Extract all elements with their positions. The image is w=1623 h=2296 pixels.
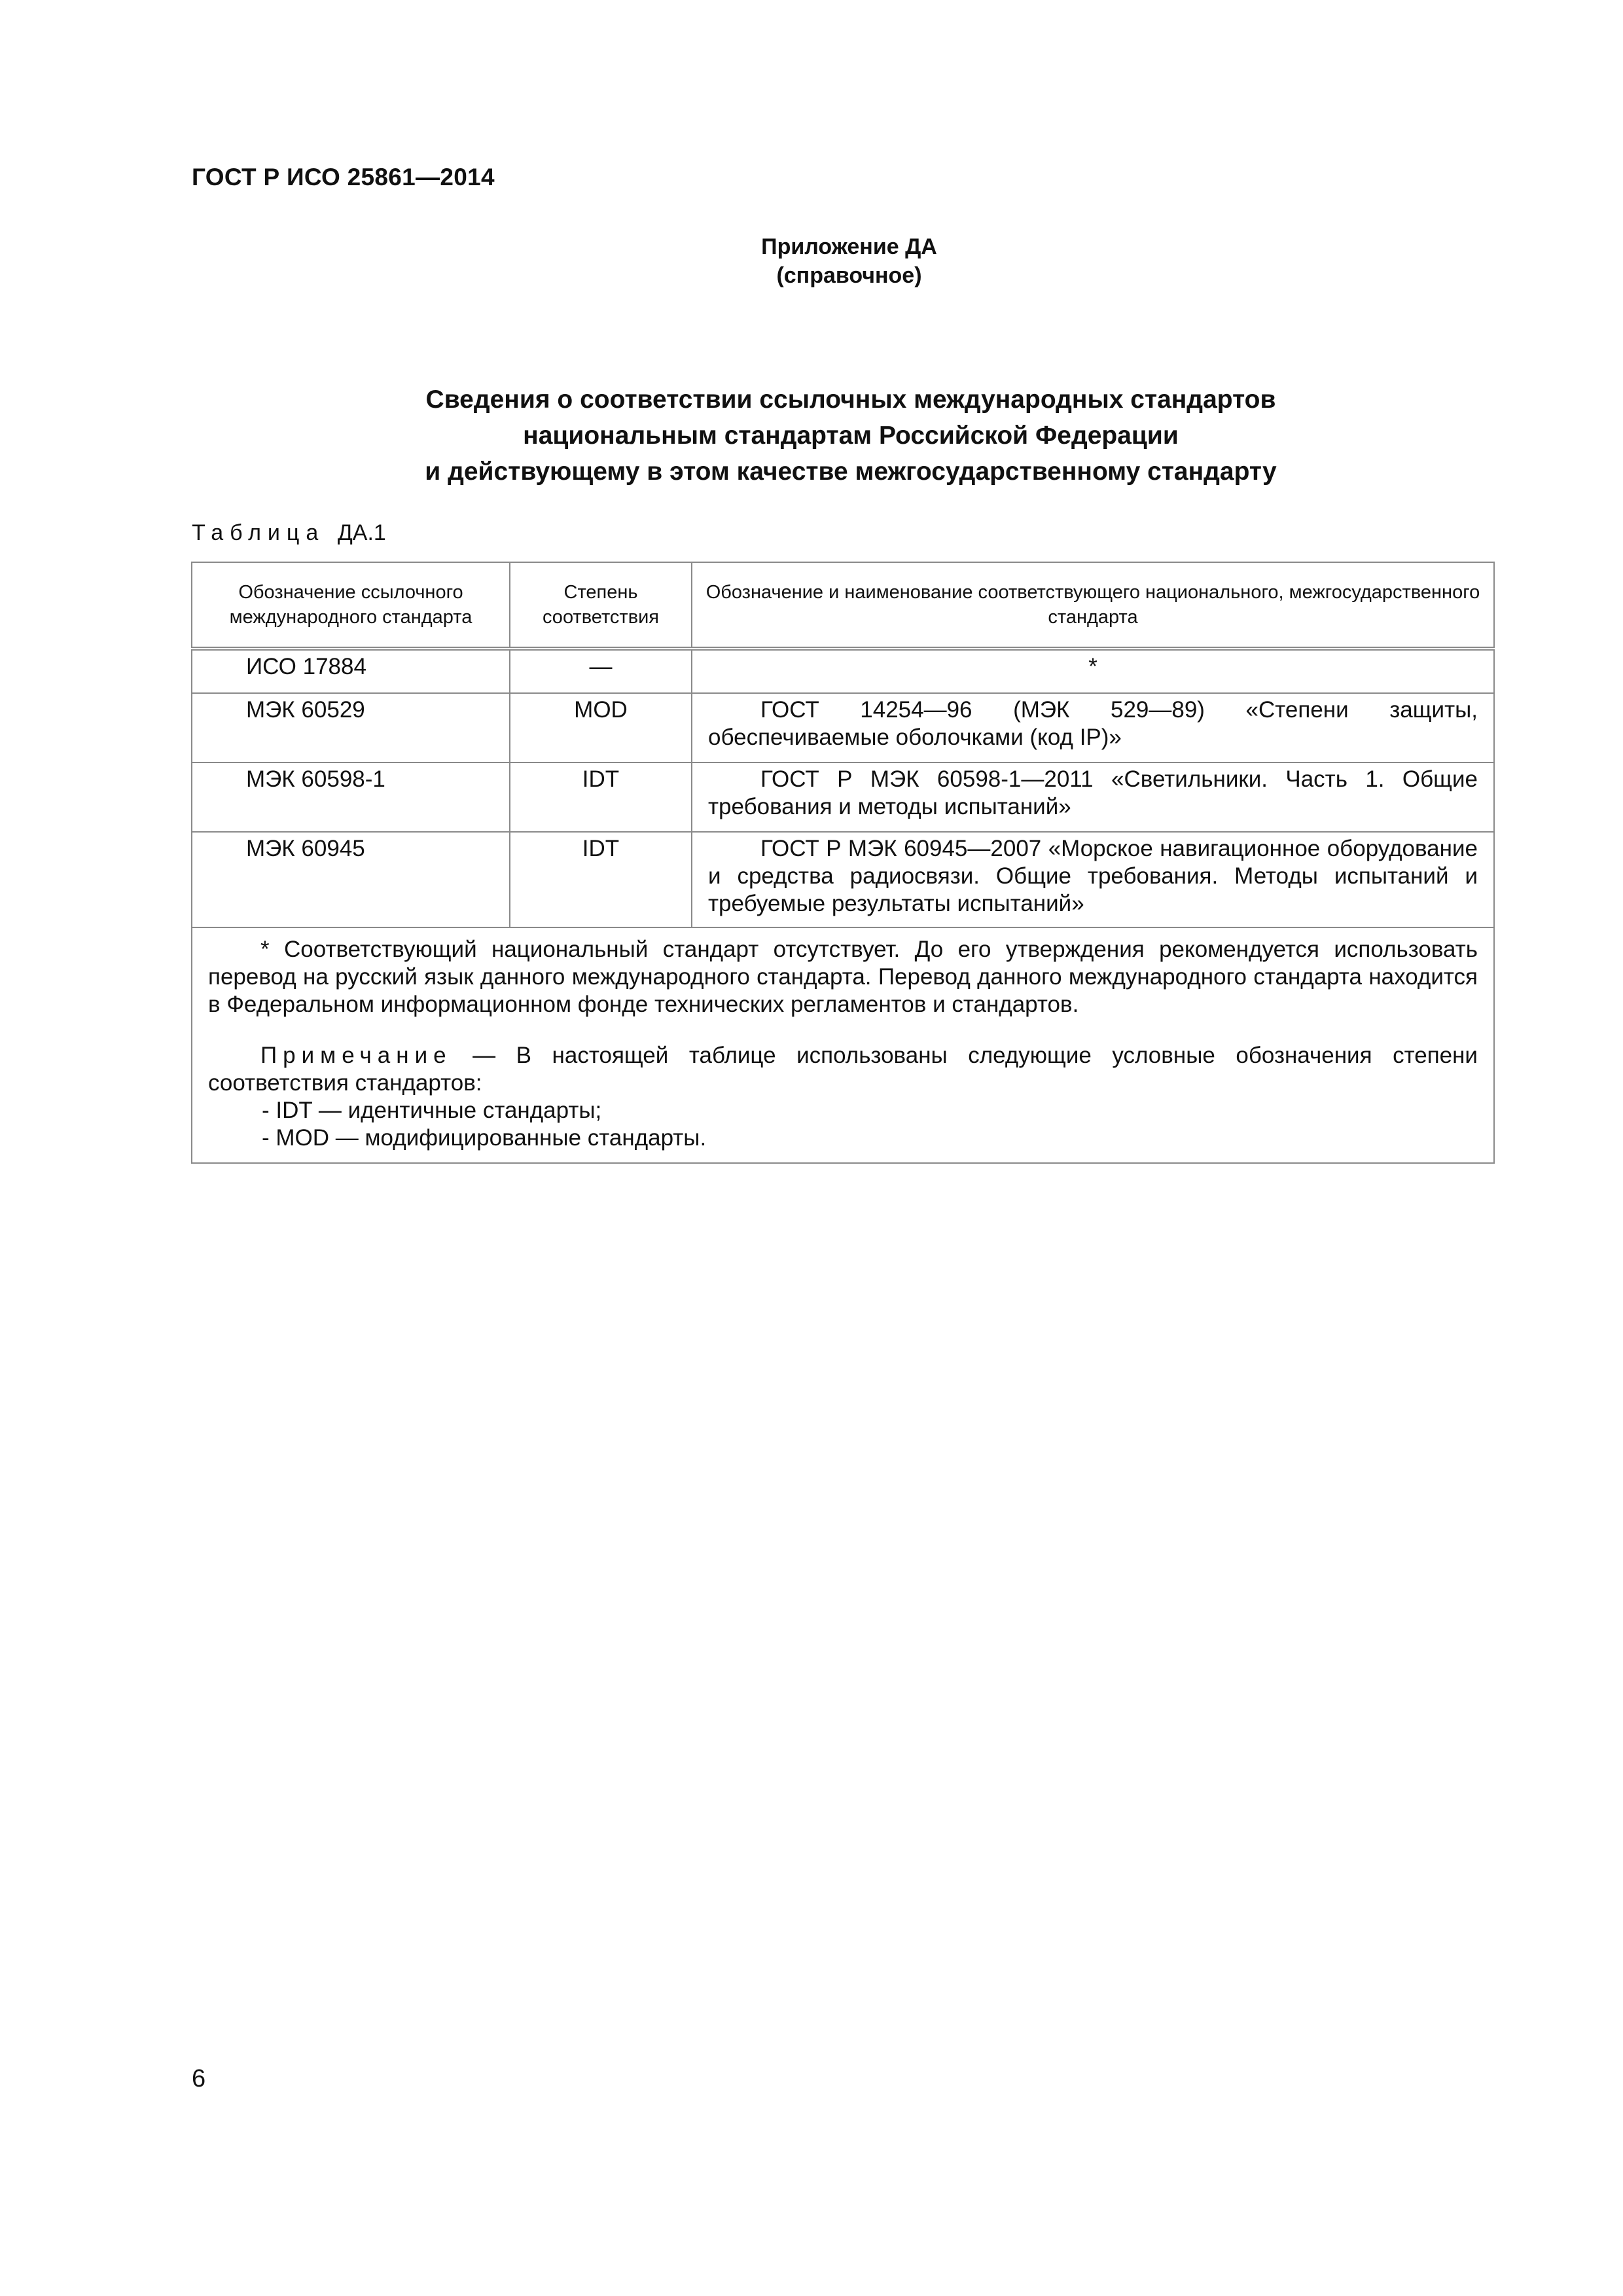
cell-degree: MOD [510, 693, 692, 762]
title-line-3: и действующему в этом качестве межгосударственному стандарту [425, 457, 1277, 486]
table-footer-row [192, 927, 1494, 1163]
table-caption-word: Таблица [192, 520, 325, 545]
cell-degree: IDT [510, 832, 692, 927]
header-national-standard: Обозначение и наименование соответствующего национального, межгосударственного стандарта [692, 562, 1494, 649]
header-reference-standard: Обозначение ссылочного международного стандарта [192, 562, 510, 649]
header-degree-of-correspondence: Степень соответствия [510, 562, 692, 649]
table-caption-number: ДА.1 [337, 520, 386, 545]
cell-national [692, 832, 1494, 927]
footnote: * Соответствующий национальный стандарт отсутствует. До его утверждения рекомендуется использовать перевод на русский язык данного международного стандарта. Перевод данного международного стандарта находится в Федеральном информационном фонде технических регламентов и стандартов. [208, 937, 1478, 1017]
page-number: 6 [192, 2065, 206, 2092]
table-header-row [192, 562, 1494, 649]
cell-reference: МЭК 60529 [192, 693, 510, 762]
appendix-type: (справочное) [776, 263, 922, 288]
table-row [192, 762, 1494, 832]
section-title [262, 382, 1440, 490]
table-row [192, 693, 1494, 762]
title-line-1: Сведения о соответствии ссылочных международных стандартов [425, 386, 1276, 414]
cell-reference: МЭК 60945 [192, 832, 510, 927]
cell-national: * [692, 649, 1494, 693]
appendix-heading [0, 232, 1623, 290]
cell-reference: ИСО 17884 [192, 649, 510, 693]
cell-national-text: ГОСТ Р МЭК 60598-1—2011 «Светильники. Часть 1. Общие требования и методы испытаний» [708, 766, 1478, 819]
table-footer [192, 927, 1494, 1163]
cell-degree: — [510, 649, 692, 693]
appendix-label: Приложение ДА [761, 234, 937, 259]
table-caption [192, 520, 386, 546]
table-row [192, 649, 1494, 693]
cell-national-text: ГОСТ 14254—96 (МЭК 529—89) «Степени защиты, обеспечиваемые оболочками (код IP)» [708, 697, 1478, 750]
title-line-2: национальным стандартам Российской Федерации [523, 422, 1179, 450]
cell-national [692, 762, 1494, 832]
document-code: ГОСТ Р ИСО 25861—2014 [192, 164, 495, 190]
cell-national-text: ГОСТ Р МЭК 60945—2007 «Морское навигационное оборудование и средства радиосвязи. Общие требования. Методы испытаний и требуемые результаты испытаний» [708, 836, 1478, 916]
note-item: - IDT — идентичные стандарты; [262, 1098, 602, 1123]
cell-national [692, 693, 1494, 762]
note-label: Примечание [260, 1043, 452, 1068]
cell-reference: МЭК 60598-1 [192, 762, 510, 832]
note-text: — В настоящей таблице использованы следующие условные обозначения степени соответствия стандартов: [208, 1043, 1478, 1096]
table-row [192, 832, 1494, 927]
note [208, 1042, 1478, 1097]
note-item: - MOD — модифицированные стандарты. [262, 1125, 707, 1151]
correspondence-table [191, 562, 1495, 1164]
cell-degree: IDT [510, 762, 692, 832]
